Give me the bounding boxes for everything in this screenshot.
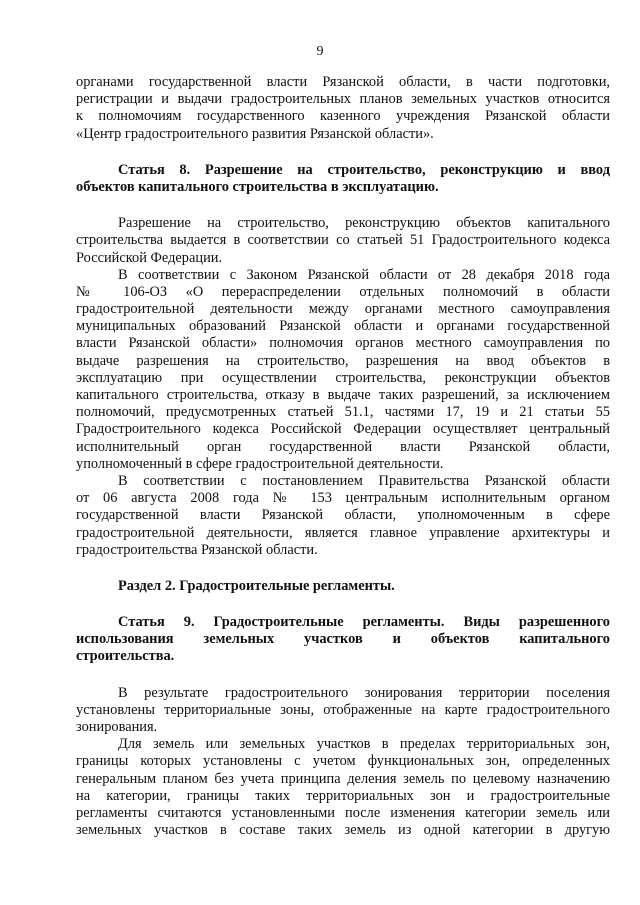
text-line: Градостроительного кодекса Российской Федерации осуществляет центральный: [76, 421, 610, 438]
heading-line: Раздел 2. Градостроительные регламенты.: [118, 577, 395, 594]
heading-line: строительства.: [76, 648, 175, 665]
text-line: градостроительной деятельности между органами местного самоуправления: [76, 301, 610, 318]
paragraph: [76, 267, 610, 473]
text-line: Российской Федерации.: [76, 249, 223, 266]
text-line: муниципальных образований Рязанской области и органами государственной: [76, 318, 610, 335]
paragraph-continuation: [76, 74, 610, 143]
page-number: 9: [316, 44, 324, 59]
document-body: [76, 74, 610, 839]
text-line: исполнительный орган государственной власти Рязанской области,: [76, 438, 610, 455]
text-line: органами государственной власти Рязанской области, в части подготовки,: [76, 74, 610, 90]
text-line: зонирования.: [76, 719, 158, 735]
text-line: Разрешение на строительство, реконструкцию объектов капитального: [118, 215, 610, 232]
text-line: регламенты считаются установленными после изменения категории земель или: [76, 804, 610, 821]
text-line: полномочий, предусмотренных статьей 51.1, частями 17, 19 и 21 статьи 55: [76, 404, 610, 421]
text-line: регистрации и выдачи градостроительных планов земельных участков относится: [76, 91, 610, 108]
text-line: власти Рязанской области» полномочия органов местного самоуправления по: [76, 335, 610, 352]
text-line: Для земель или земельных участков в пределах территориальных зон,: [118, 736, 610, 753]
text-line: выдаче разрешения на строительство, разрешения на ввод объектов в: [76, 352, 610, 369]
text-line: эксплуатацию при осуществлении строительства, реконструкции объектов: [76, 369, 610, 386]
article-9-heading: [76, 614, 610, 666]
text-line: градостроительства Рязанской области.: [76, 541, 318, 558]
heading-line: использования земельных участков и объектов капитального: [76, 631, 610, 648]
text-line: государственной власти Рязанской области, уполномоченным в сфере: [76, 507, 610, 524]
text-line: № 106-ОЗ «О перераспределении отдельных полномочий в области: [76, 283, 610, 300]
text-line: В соответствии с Законом Рязанской области от 28 декабря 2018 года: [118, 266, 610, 283]
section-2-heading: [76, 578, 610, 595]
text-line: градостроительной деятельности, является главное управление архитектуры и: [76, 524, 610, 541]
paragraph: [76, 736, 610, 839]
text-line: генеральным планом без учета принципа деления земель по целевому назначению: [76, 770, 610, 787]
text-line: В соответствии с постановлением Правительства Рязанской области: [118, 472, 610, 489]
text-line: В результате градостроительного зонирования территории поселения: [118, 684, 610, 701]
text-line: строительства выдается в соответствии со статьей 51 Градостроительного кодекса: [76, 232, 610, 249]
text-line: на категории, границы таких территориальных зон и градостроительные: [76, 787, 610, 804]
text-line: «Центр градостроительного развития Рязанской области».: [76, 125, 434, 142]
text-line: земельных участков в составе таких земель из одной категории в другую: [76, 822, 610, 839]
text-line: установлены территориальные зоны, отображенные на карте градостроительного: [76, 701, 610, 718]
text-line: к полномочиям государственного казенного учреждения Рязанской области: [76, 108, 610, 125]
heading-line: объектов капитального строительства в эксплуатацию.: [76, 178, 439, 195]
heading-line: Статья 8. Разрешение на строительство, реконструкцию и ввод: [118, 161, 610, 178]
text-line: уполномоченный в сфере градостроительной деятельности.: [76, 455, 444, 472]
paragraph: [76, 215, 610, 267]
text-line: капитального строительства, отказу в выдаче таких разрешений, за исключением: [76, 387, 610, 403]
text-line: от 06 августа 2008 года № 153 центральным исполнительным органом: [76, 490, 610, 507]
paragraph: [76, 473, 610, 559]
text-line: границы которых установлены с учетом функциональных зон, определенных: [76, 753, 610, 770]
heading-line: Статья 9. Градостроительные регламенты. Виды разрешенного: [118, 614, 610, 631]
paragraph: [76, 685, 610, 737]
article-8-heading: [76, 162, 610, 196]
